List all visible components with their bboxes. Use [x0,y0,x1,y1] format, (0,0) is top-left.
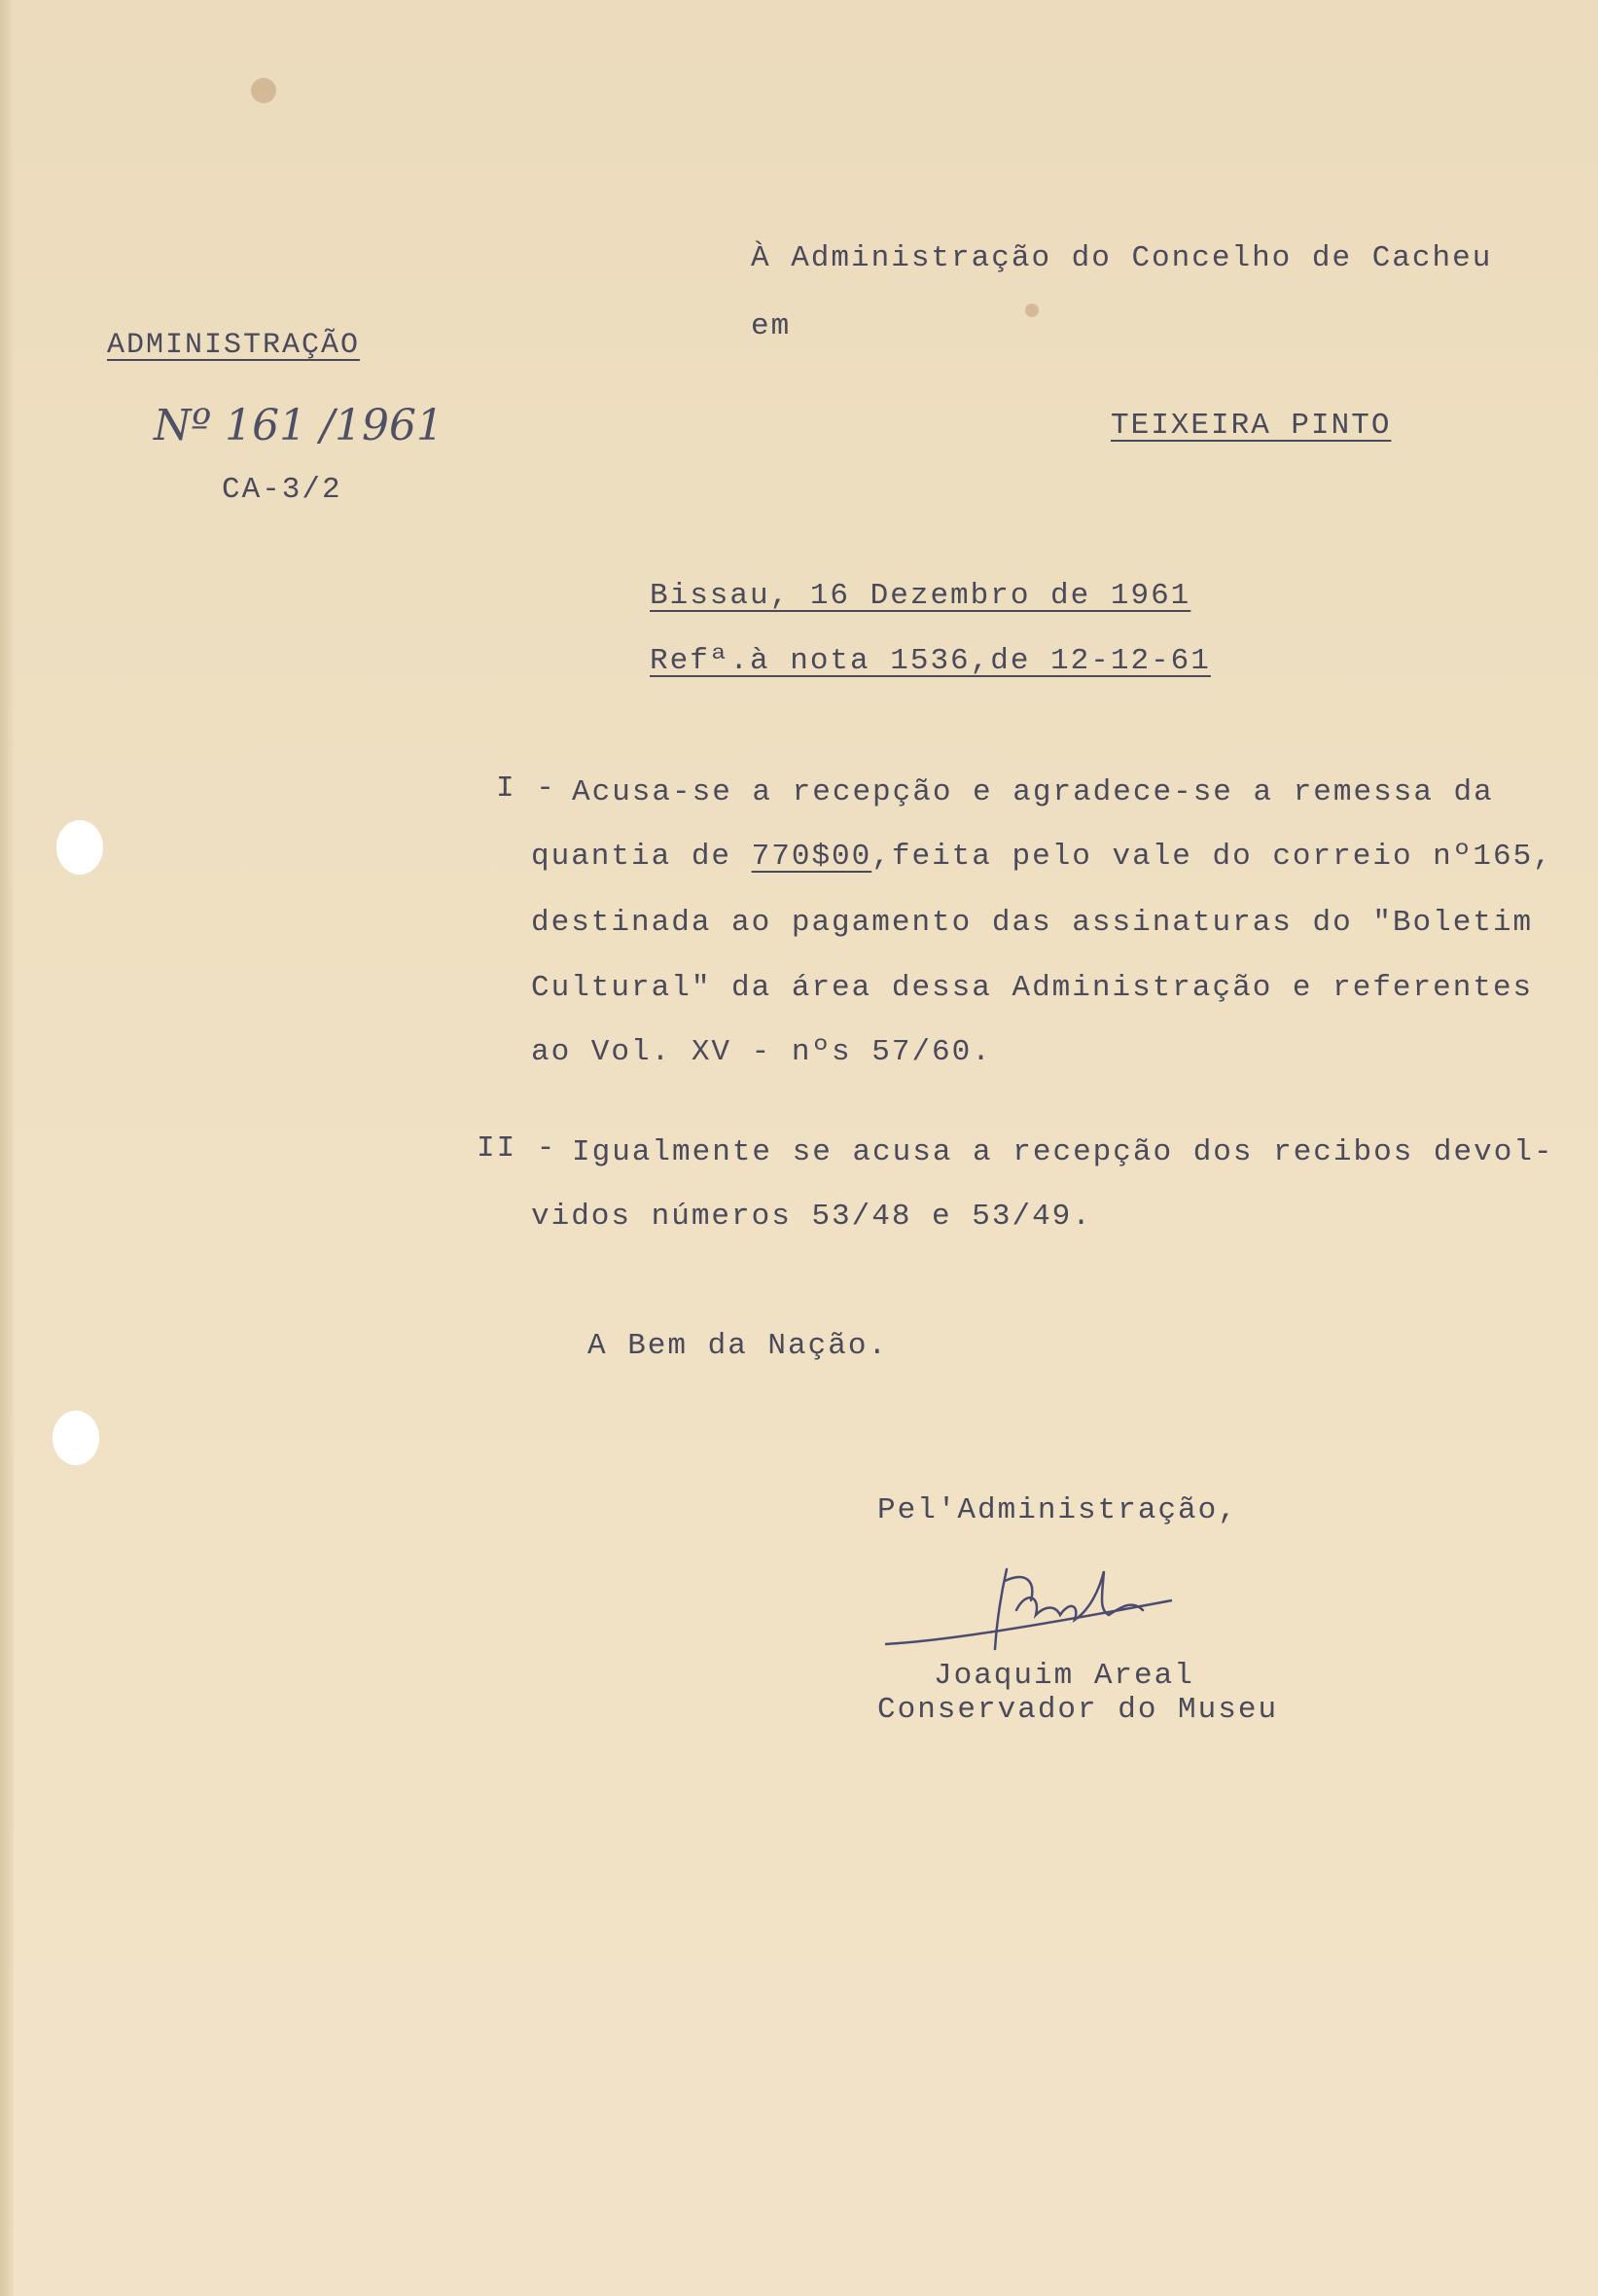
signer-title: Conservador do Museu [877,1693,1279,1727]
date-line: Bissau, 16 Dezembro de 1961 [650,579,1191,613]
para1-line3: destinada ao pagamento das assinaturas do "Boletim [531,906,1534,940]
amount: 770$00 [751,840,872,874]
para2-line1: Igualmente se acusa a recepção dos recibos devol- [572,1135,1554,1169]
para1-number: I - [496,771,556,806]
para1-line1: Acusa-se a recepção e agradece-se a remessa da [572,775,1494,809]
addressee-line2: em [751,309,792,343]
para1-line2-rest: ,feita pelo vale do correio nº165, [871,840,1553,874]
ref-number-handwritten: Nº 161 /1961 [154,401,444,450]
para1-line2 [531,840,1553,874]
stain-spot [1025,304,1039,317]
addressee-place: TEIXEIRA PINTO [1111,409,1392,443]
para1-line5: ao Vol. XV - nºs 57/60. [531,1035,992,1069]
para2-number: II - [477,1131,557,1166]
para2-line2: vidos números 53/48 e 53/49. [531,1200,1092,1234]
paper-edge [0,0,14,2296]
signer-name: Joaquim Areal [934,1659,1194,1693]
para1-line4: Cultural" da área dessa Administração e referentes [531,971,1534,1005]
ref-code: CA-3/2 [222,473,342,507]
closing: A Bem da Nação. [587,1329,889,1363]
punch-hole-top [56,820,103,875]
addressee-line1: À Administração do Concelho de Cacheu [751,241,1493,275]
signoff: Pel'Administração, [877,1493,1238,1527]
punch-hole-bottom [53,1411,99,1465]
sender-header: ADMINISTRAÇÃO [107,329,361,362]
stain-spot [251,78,276,103]
ref-line: Refª.à nota 1536,de 12-12-61 [650,644,1211,678]
para1-line2-start: quantia de [531,840,752,874]
